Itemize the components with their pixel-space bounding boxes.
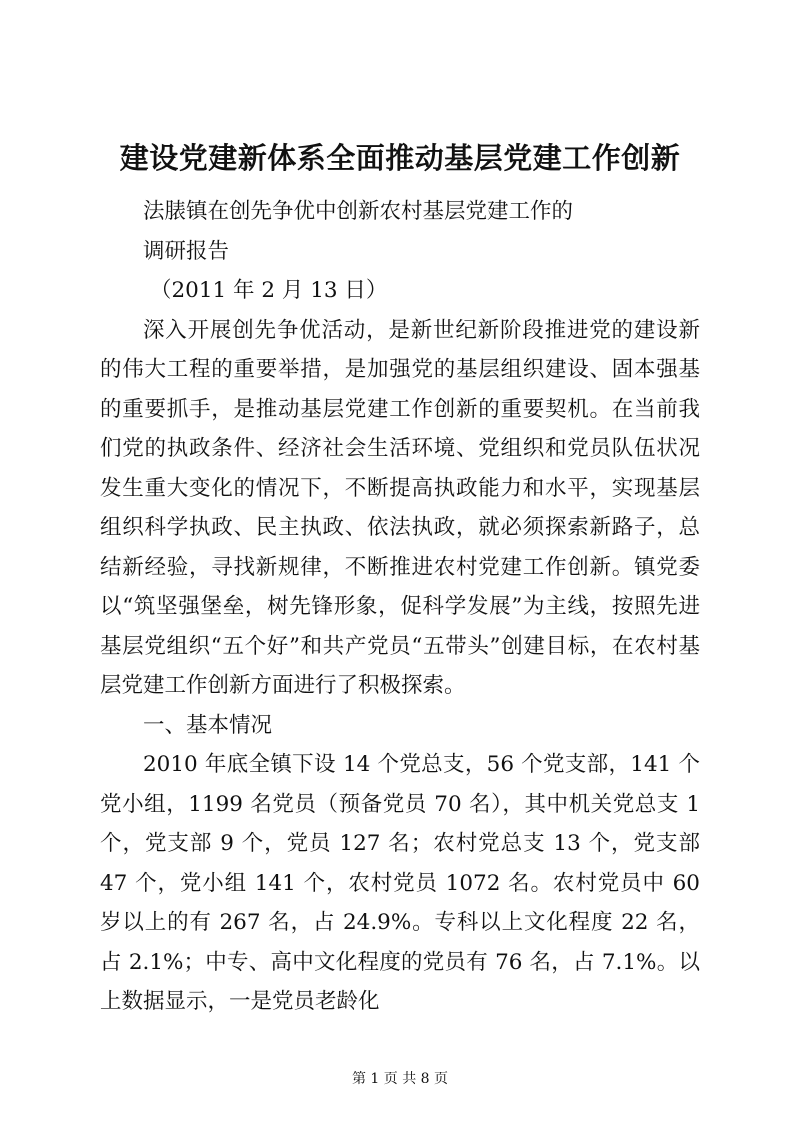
stats-paragraph: 2010 年底全镇下设 14 个党总支，56 个党支部，141 个党小组，1199 名党员（预备党员 70 名），其中机关党总支 1 个，党支部 9 个，党员 127 名；农村党总支 13 个，党支部 47 个，党小组 141 个，农村党员 1072 名。农村党员中 60 岁以上的有 267 名，占 24.9%。专科以上文化程度 22 名，占 2.1%；中专、高中文化程度的党员有 76 名，占 7.1%。以上数据显示，一是党员老龄化: [100, 752, 700, 1014]
document-body: [100, 192, 700, 1022]
document-title: 建设党建新体系全面推动基层党建工作创新: [119, 141, 681, 175]
subtitle-line-2: 调研报告: [143, 238, 230, 264]
page-footer: 第 1 页 共 8 页: [351, 1071, 449, 1087]
intro-paragraph: 深入开展创先争优活动，是新世纪新阶段推进党的建设新的伟大工程的重要举措，是加强党的基层组织建设、固本强基的重要抓手，是推动基层党建工作创新的重要契机。在当前我们党的执政条件、经济社会生活环境、党组织和党员队伍状况发生重大变化的情况下，不断提高执政能力和水平，实现基层组织科学执政、民主执政、依法执政，就必须探索新路子，总结新经验，寻找新规律，不断推进农村党建工作创新。镇党委以“筑坚强堡垒，树先锋形象，促科学发展”为主线，按照先进基层党组织“五个好”和共产党员“五带头”创建目标，在农村基层党建工作创新方面进行了积极探索。: [100, 317, 700, 698]
section-heading: 一、基本情况: [143, 712, 273, 738]
report-date: （2011 年 2 月 13 日）: [150, 278, 388, 303]
subtitle-line-1: 法脿镇在创先争优中创新农村基层党建工作的: [143, 199, 574, 224]
